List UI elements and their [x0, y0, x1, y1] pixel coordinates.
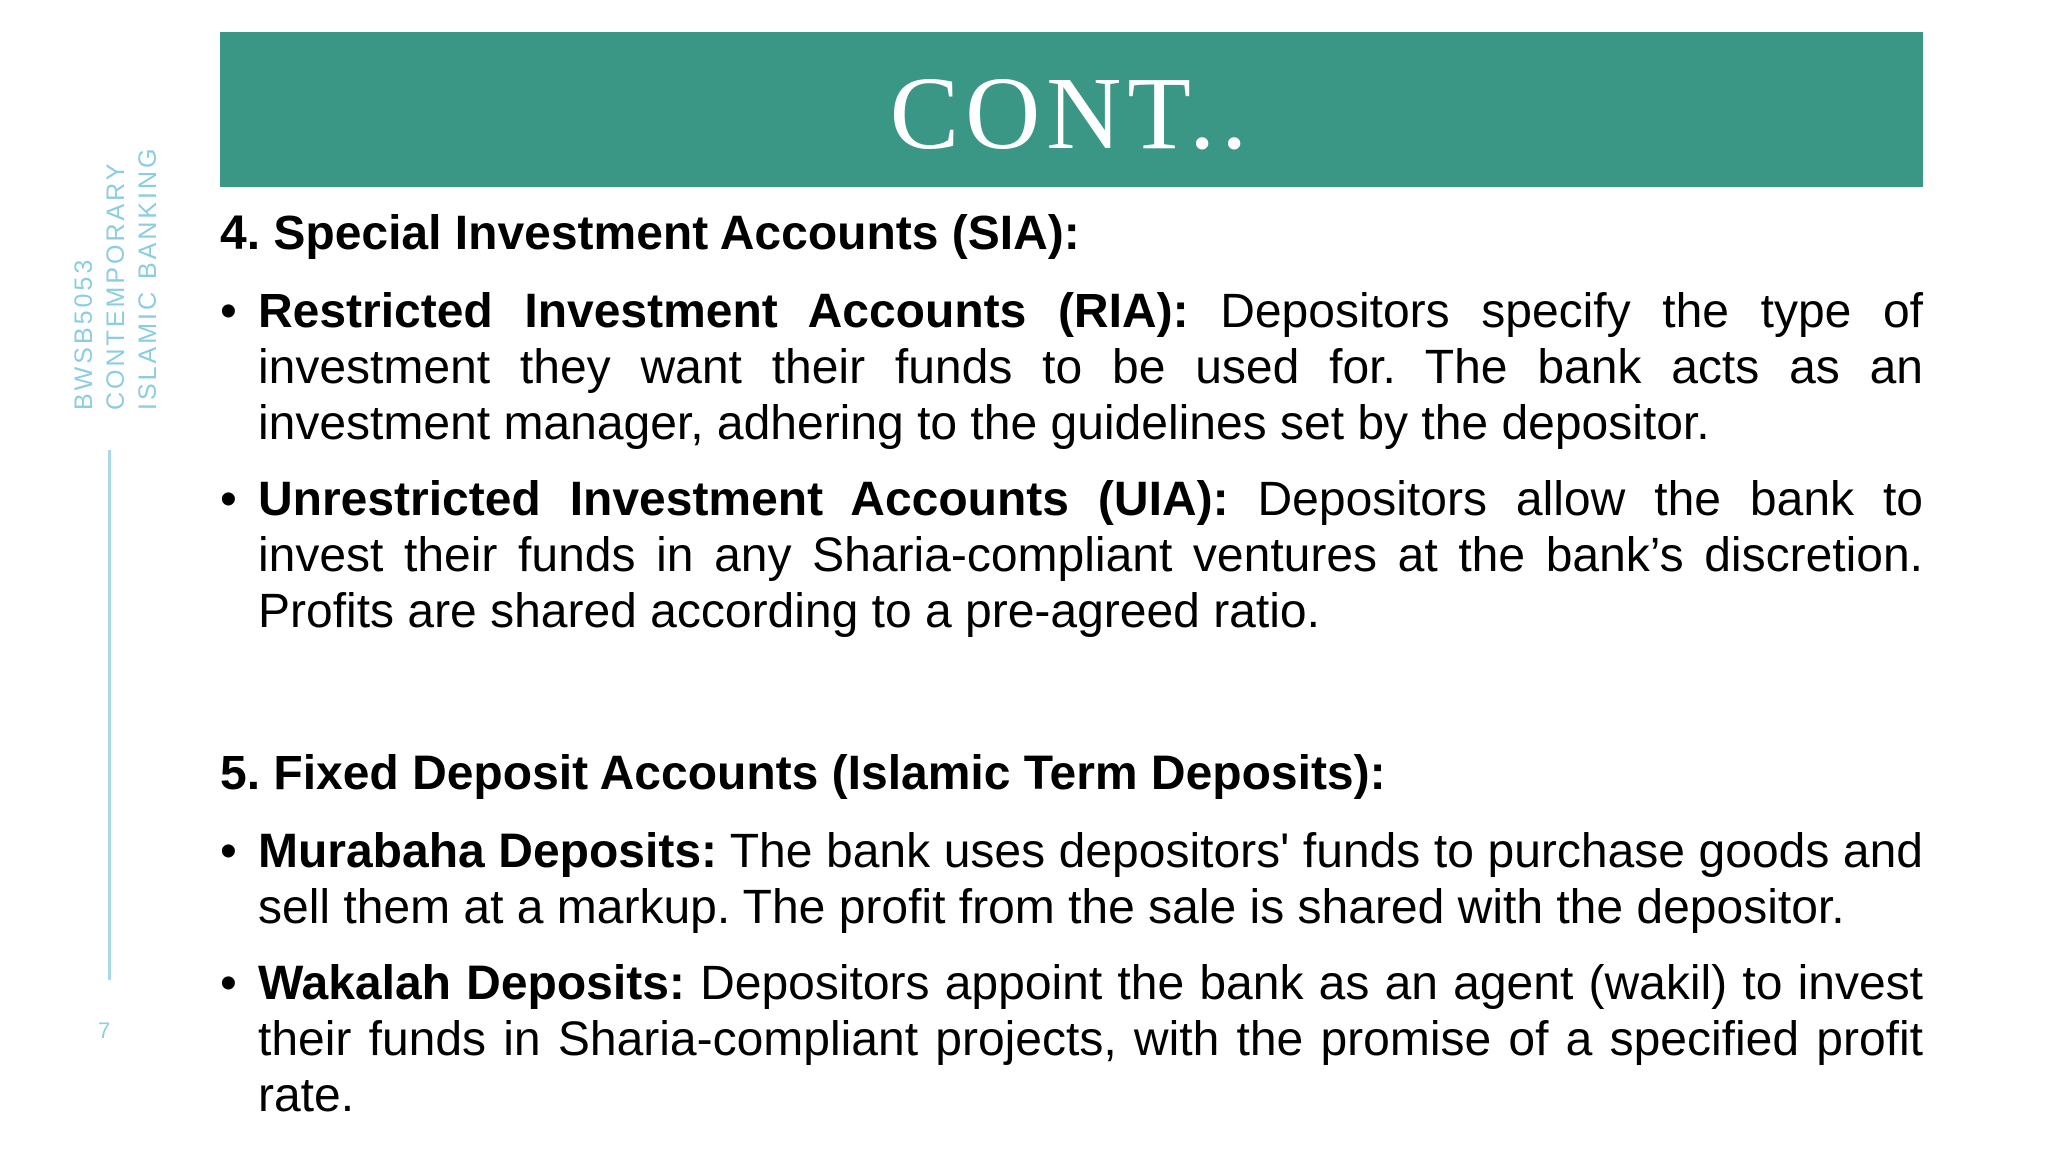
section-heading-sia: 4. Special Investment Accounts (SIA):: [220, 207, 1080, 260]
course-caption: [68, 140, 164, 410]
page-number: 7: [98, 1018, 111, 1043]
course-name-line1: CONTEMPORARY: [102, 160, 130, 410]
bullet-text: Depositors specify the type of investment they want their funds to be used for. The bank acts as an investment manager, adhering to the guidelines set by the depositor.: [258, 285, 1923, 450]
slide-title: CONT..: [889, 56, 1254, 164]
bullet-text: The bank uses depositors' funds to purchase goods and sell them at a markup. The profit from the sale is shared with the depositor.: [258, 825, 1923, 934]
title-bar: [220, 32, 1923, 187]
bullet-wakalah: [220, 956, 1923, 1124]
bullet-murabaha: [220, 824, 1923, 936]
sidebar-divider: [108, 450, 111, 980]
course-name-line2: ISLAMIC BANKING: [134, 145, 162, 410]
section-heading-fixed-deposit: 5. Fixed Deposit Accounts (Islamic Term Deposits):: [220, 747, 1386, 800]
bullet-text: Depositors appoint the bank as an agent (wakil) to invest their funds in Sharia-compliant projects, with the promise of a specified profit rate.: [258, 957, 1923, 1122]
slide-content: [220, 200, 1923, 1124]
bullet-text: Depositors allow the bank to invest their funds in any Sharia-compliant ventures at the bank’s discretion. Profits are shared according to a pre-agreed ratio.: [258, 473, 1923, 638]
course-code: BWSB5053: [70, 256, 98, 410]
fixed-deposit-bullet-list: [220, 824, 1923, 1124]
bullet-term: Restricted Investment Accounts (RIA):: [258, 285, 1189, 338]
sia-bullet-list: [220, 284, 1923, 640]
bullet-uia: [220, 472, 1923, 640]
bullet-term: Unrestricted Investment Accounts (UIA):: [258, 473, 1229, 526]
bullet-term: Murabaha Deposits:: [258, 825, 717, 878]
bullet-ria: [220, 284, 1923, 452]
bullet-term: Wakalah Deposits:: [258, 957, 685, 1010]
